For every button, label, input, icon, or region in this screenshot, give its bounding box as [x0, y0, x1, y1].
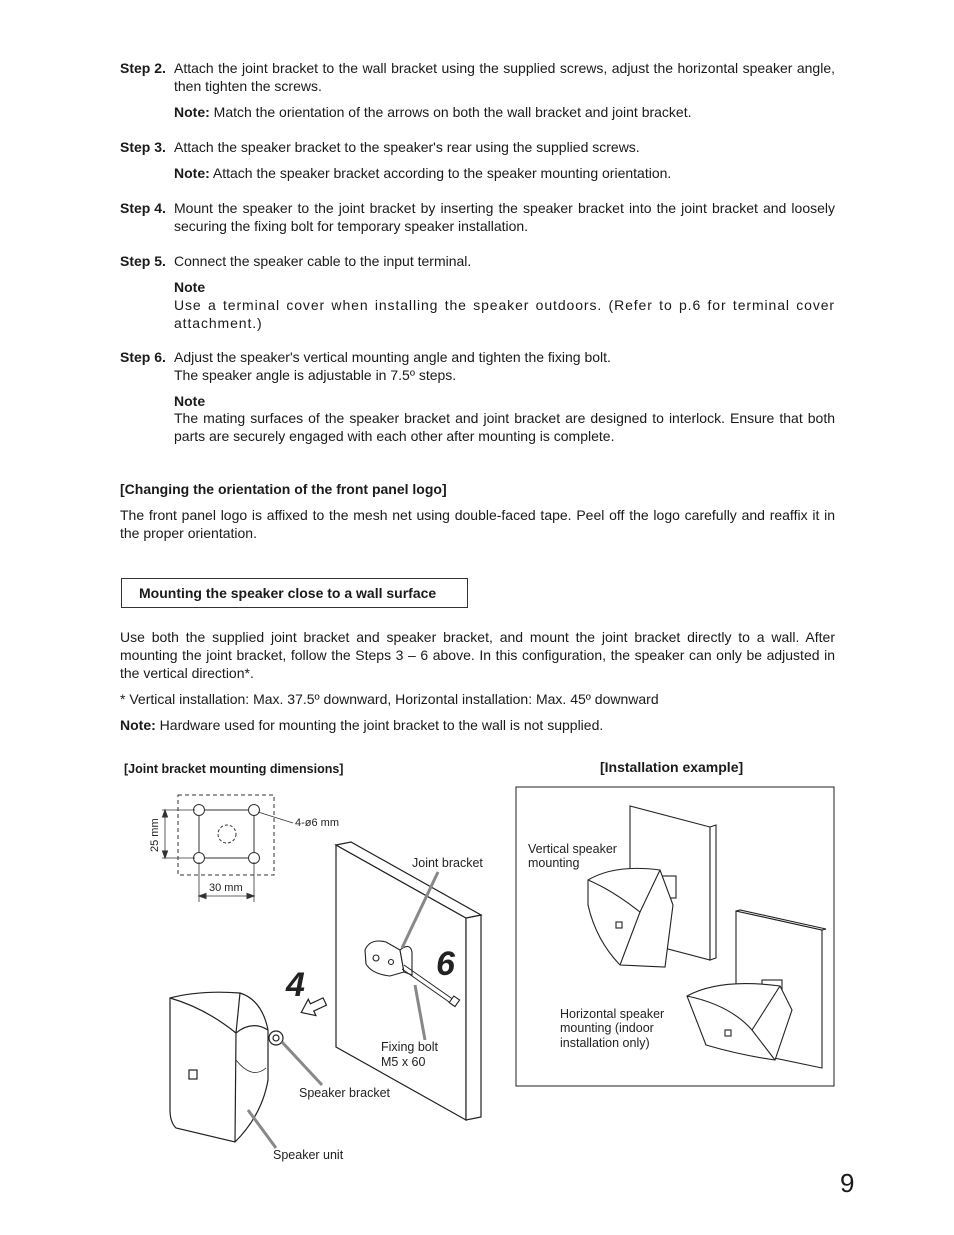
- step-6-note-text: The mating surfaces of the speaker bracket and joint bracket are designed to interlock. Ensure that both parts are securely engaged with each other after mounting is complete.: [174, 410, 835, 444]
- step-2-text: Attach the joint bracket to the wall bracket using the supplied screws, adjust the horizontal speaker angle, then tighten the screws.: [174, 60, 835, 94]
- speaker-unit-label: Speaker unit: [273, 1148, 344, 1162]
- step-2-label: Step 2.: [120, 60, 166, 76]
- wall-section-paragraph: Use both the supplied joint bracket and speaker bracket, and mount the joint bracket directly to a wall. After mounting the joint bracket, follow the Steps 3 – 6 above. In this configuration, the speaker can only be adjusted in the vertical direction*.: [120, 629, 835, 681]
- speaker-unit-leader: [248, 1110, 276, 1148]
- step-5-note-heading: Note: [174, 279, 206, 295]
- mount-hole: [249, 853, 260, 864]
- logo-section-heading: [Changing the orientation of the front panel logo]: [120, 481, 447, 497]
- step-6-text-line1: Adjust the speaker's vertical mounting angle and tighten the fixing bolt.: [174, 349, 611, 365]
- step-6-marker: 6: [436, 945, 455, 983]
- front-logo: [189, 1070, 197, 1079]
- speaker-unit-drawing: [170, 992, 283, 1142]
- hole-pattern-rect: [199, 810, 254, 858]
- horizontal-mounting-label-line3: installation only): [560, 1036, 650, 1050]
- step-6-note-heading: Note: [174, 393, 206, 409]
- note-text: Hardware used for mounting the joint bracket to the wall is not supplied.: [155, 717, 604, 733]
- dim-vertical-label: 25 mm: [149, 818, 161, 852]
- horizontal-mounting-label-line1: Horizontal speaker: [560, 1007, 665, 1021]
- fixing-bolt-label-line2: M5 x 60: [381, 1055, 426, 1069]
- note-label: Note:: [174, 165, 210, 181]
- dim-horizontal-label: 30 mm: [209, 882, 243, 894]
- step-4-label: Step 4.: [120, 200, 166, 216]
- mount-hole: [194, 853, 205, 864]
- note-label: Note:: [174, 104, 210, 120]
- note-text: Attach the speaker bracket according to the speaker mounting orientation.: [209, 165, 672, 181]
- step-6-text-line2: The speaker angle is adjustable in 7.5º steps.: [174, 367, 457, 383]
- step-5-label: Step 5.: [120, 253, 166, 269]
- wall-section-title: Mounting the speaker close to a wall surface: [121, 578, 468, 608]
- step-6-label: Step 6.: [120, 349, 166, 365]
- page-number: 9: [840, 1168, 855, 1198]
- joint-bracket-label: Joint bracket: [412, 856, 483, 870]
- vertical-mounting-label-line2: mounting: [528, 856, 580, 870]
- step-3-label: Step 3.: [120, 139, 166, 155]
- note-label: Note:: [120, 717, 156, 733]
- step-3-text: Attach the speaker bracket to the speaker's rear using the supplied screws.: [174, 139, 640, 155]
- hole-size-label: 4-ø6 mm: [295, 817, 339, 829]
- joint-bracket-dimensions-title: [Joint bracket mounting dimensions]: [124, 762, 344, 776]
- mount-hole: [249, 805, 260, 816]
- mount-hole: [194, 805, 205, 816]
- speaker-bracket-label: Speaker bracket: [299, 1086, 391, 1100]
- wall-panel: [336, 842, 481, 1120]
- horizontal-mounting-label-line2: mounting (indoor: [560, 1021, 654, 1035]
- step-4-marker: 4: [286, 966, 305, 1004]
- center-hole: [218, 825, 236, 843]
- speaker-bracket-leader: [282, 1042, 322, 1085]
- note-text: Match the orientation of the arrows on both the wall bracket and joint bracket.: [209, 104, 692, 120]
- installation-example-title: [Installation example]: [600, 759, 744, 775]
- step-5-note-text: Use a terminal cover when installing the speaker outdoors. (Refer to p.6 for terminal cover attachment.): [174, 297, 835, 331]
- step-5-text: Connect the speaker cable to the input terminal.: [174, 253, 472, 269]
- fixing-bolt-label-line1: Fixing bolt: [381, 1040, 438, 1054]
- vertical-mounting-label-line1: Vertical speaker: [528, 842, 617, 856]
- bracket-outline: [178, 795, 274, 875]
- wall-section-footnote: * Vertical installation: Max. 37.5º downward, Horizontal installation: Max. 45º downward: [120, 691, 659, 707]
- step-4-text: Mount the speaker to the joint bracket by inserting the speaker bracket into the joint bracket and loosely securing the fixing bolt for temporary speaker installation.: [174, 200, 835, 234]
- logo-section-text: The front panel logo is affixed to the mesh net using double-faced tape. Peel off the logo carefully and reaffix it in the proper orientation.: [120, 507, 835, 541]
